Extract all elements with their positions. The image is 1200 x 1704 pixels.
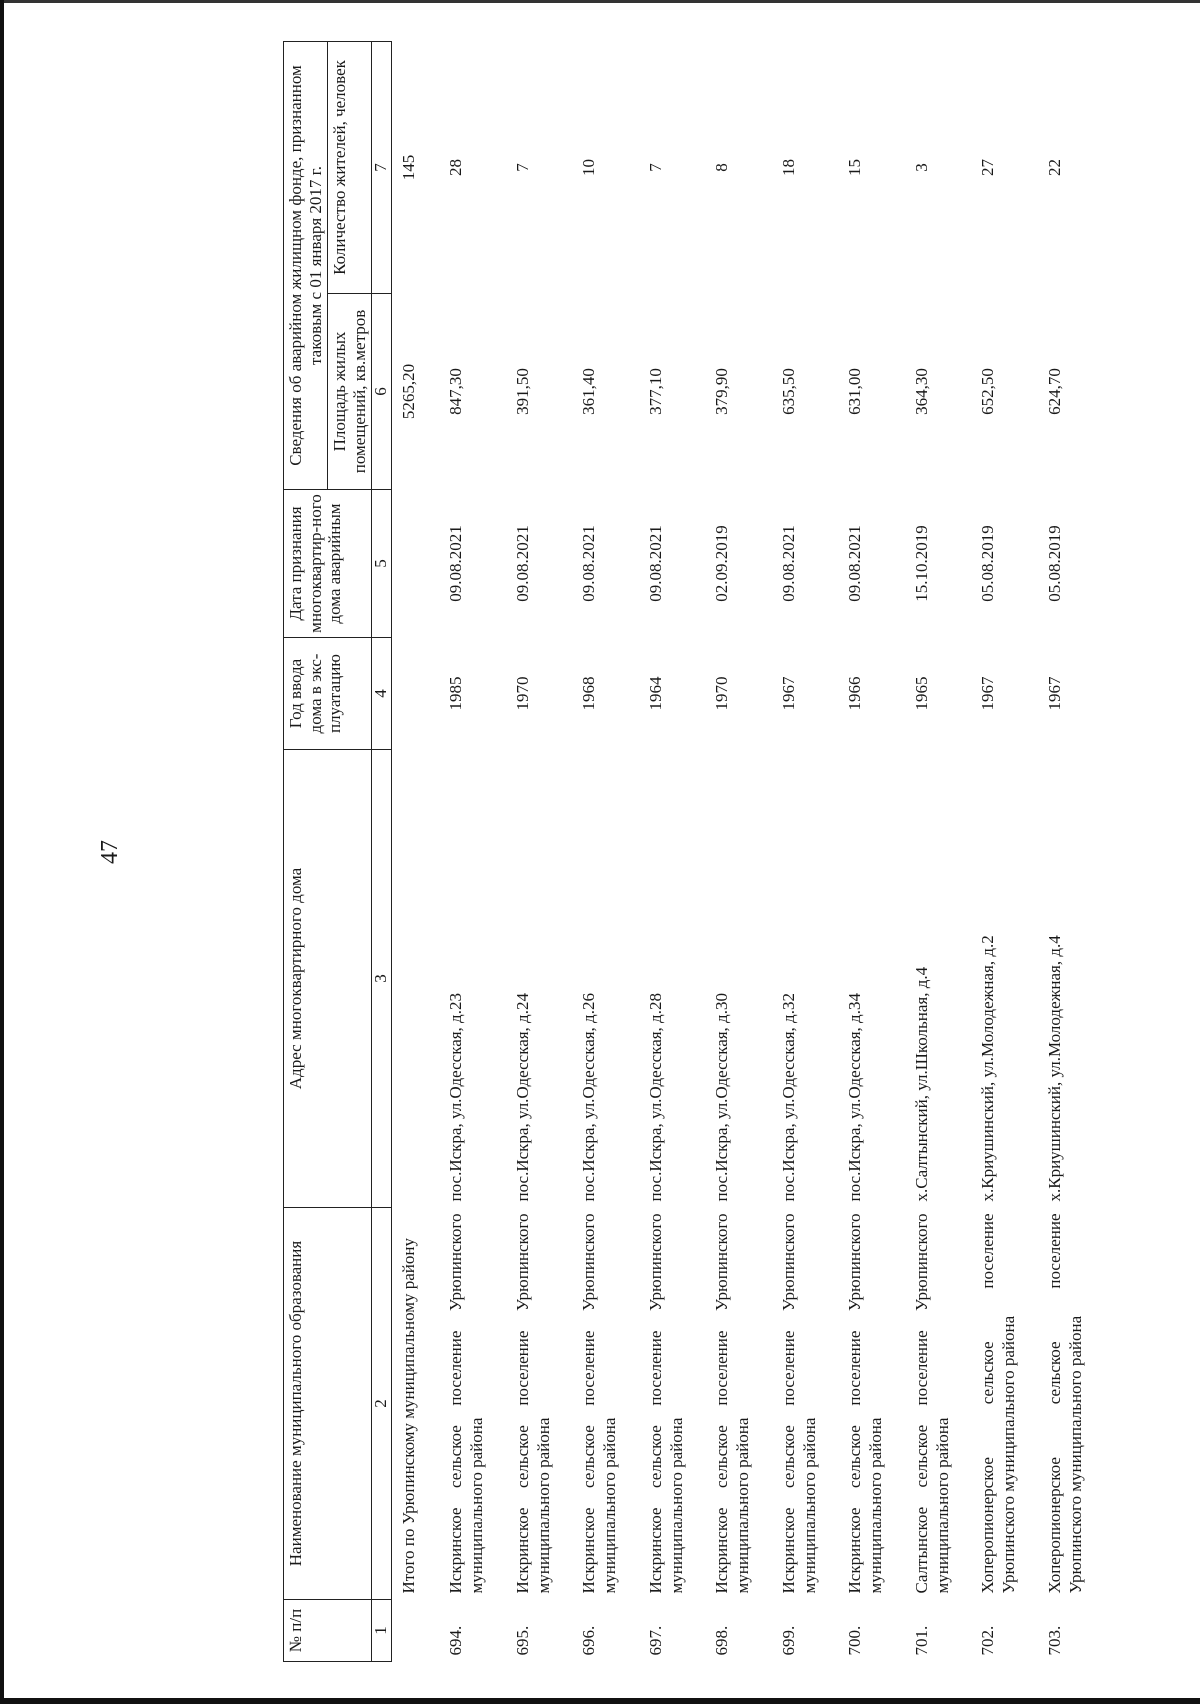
row-area: 364,30 bbox=[911, 368, 931, 415]
row-date: 09.08.2021 bbox=[446, 525, 466, 602]
row-year: 1968 bbox=[579, 676, 599, 711]
table-row bbox=[768, 41, 835, 1661]
header-col-people: Количество жителей, человек bbox=[328, 41, 372, 293]
row-area: 361,40 bbox=[579, 368, 599, 415]
row-municipality: Искринское сельское поселение Урюпинского муниципального района bbox=[446, 1213, 487, 1594]
header-col-area: Площадь жилых помещений, кв.метров bbox=[328, 294, 372, 490]
row-address: х.Криушинский, ул.Молодежная, д.2 bbox=[978, 935, 998, 1202]
row-year: 1967 bbox=[1044, 676, 1064, 711]
table-body bbox=[391, 41, 1100, 1661]
row-area: 379,90 bbox=[712, 368, 732, 415]
row-municipality: Искринское сельское поселение Урюпинского муниципального района bbox=[645, 1213, 686, 1594]
header-number: 4 bbox=[372, 638, 392, 750]
row-area: 391,50 bbox=[512, 368, 532, 415]
row-date: 09.08.2021 bbox=[645, 525, 665, 602]
row-date: 05.08.2019 bbox=[1044, 525, 1064, 602]
table-row bbox=[701, 41, 768, 1661]
row-date: 05.08.2019 bbox=[978, 525, 998, 602]
row-number: 699. bbox=[778, 1625, 798, 1656]
row-area: 652,50 bbox=[978, 368, 998, 415]
row-area: 624,70 bbox=[1044, 368, 1064, 415]
table-row bbox=[834, 41, 901, 1661]
row-address: пос.Искра, ул.Одесская, д.23 bbox=[446, 993, 466, 1202]
row-people: 22 bbox=[1044, 159, 1064, 176]
table-row bbox=[435, 41, 502, 1661]
row-date: 15.10.2019 bbox=[911, 525, 931, 602]
row-year: 1967 bbox=[978, 676, 998, 711]
header-number: 7 bbox=[372, 41, 392, 293]
row-municipality: Искринское сельское поселение Урюпинского муниципального района bbox=[845, 1213, 886, 1594]
header-col-address: Адрес многоквартирного дома bbox=[284, 750, 372, 1208]
row-area: 847,30 bbox=[446, 368, 466, 415]
total-area: 5265,20 bbox=[398, 363, 418, 420]
row-address: пос.Искра, ул.Одесская, д.34 bbox=[845, 993, 865, 1202]
header-number: 3 bbox=[372, 750, 392, 1208]
total-label: Итого по Урюпинскому муниципальному району bbox=[398, 1238, 418, 1594]
total-people: 145 bbox=[398, 154, 418, 181]
row-address: пос.Искра, ул.Одесская, д.28 bbox=[645, 993, 665, 1202]
row-municipality: Искринское сельское поселение Урюпинского муниципального района bbox=[712, 1213, 753, 1594]
row-number: 701. bbox=[911, 1625, 931, 1656]
row-address: пос.Искра, ул.Одесская, д.26 bbox=[579, 993, 599, 1202]
row-year: 1970 bbox=[712, 676, 732, 711]
row-address: пос.Искра, ул.Одесская, д.30 bbox=[712, 993, 732, 1202]
table-row bbox=[1034, 41, 1101, 1661]
emergency-housing-table-wrap bbox=[283, 42, 1153, 1662]
row-year: 1965 bbox=[911, 676, 931, 711]
header-number: 5 bbox=[372, 490, 392, 638]
row-date: 09.08.2021 bbox=[778, 525, 798, 602]
row-municipality: Хоперопионерское сельское поселение Урюпинского муниципального района bbox=[1044, 1213, 1085, 1594]
header-col-municipality: Наименование муниципального образования bbox=[284, 1208, 372, 1600]
row-number: 702. bbox=[978, 1625, 998, 1656]
row-people: 28 bbox=[446, 159, 466, 176]
total-empty-cell bbox=[391, 1600, 435, 1662]
row-number: 696. bbox=[579, 1625, 599, 1656]
row-number: 703. bbox=[1044, 1625, 1064, 1656]
row-number: 700. bbox=[845, 1625, 865, 1656]
row-people: 8 bbox=[712, 163, 732, 172]
row-address: х.Криушинский, ул.Молодежная, д.4 bbox=[1044, 935, 1064, 1202]
row-year: 1966 bbox=[845, 676, 865, 711]
row-people: 10 bbox=[579, 159, 599, 176]
header-number: 1 bbox=[372, 1600, 392, 1662]
row-area: 631,00 bbox=[845, 368, 865, 415]
row-year: 1970 bbox=[512, 676, 532, 711]
table-row bbox=[901, 41, 968, 1661]
row-people: 3 bbox=[911, 163, 931, 172]
row-people: 7 bbox=[645, 163, 665, 172]
row-area: 635,50 bbox=[778, 368, 798, 415]
row-municipality: Искринское сельское поселение Урюпинского муниципального района bbox=[778, 1213, 819, 1594]
scan-edge-top bbox=[0, 0, 1200, 3]
row-area: 377,10 bbox=[645, 368, 665, 415]
row-year: 1964 bbox=[645, 676, 665, 711]
row-municipality: Салтынское сельское поселение Урюпинского муниципального района bbox=[911, 1213, 952, 1594]
row-people: 15 bbox=[845, 159, 865, 176]
header-col-year: Год ввода дома в экс-плуатацию bbox=[284, 638, 372, 750]
row-number: 695. bbox=[512, 1625, 532, 1656]
row-year: 1985 bbox=[446, 676, 466, 711]
row-address: пос.Искра, ул.Одесская, д.32 bbox=[778, 993, 798, 1202]
table-row bbox=[635, 41, 702, 1661]
row-municipality: Хоперопионерское сельское поселение Урюпинского муниципального района bbox=[978, 1213, 1019, 1594]
table-header bbox=[284, 41, 392, 1661]
table-row bbox=[568, 41, 635, 1661]
header-number: 2 bbox=[372, 1208, 392, 1600]
total-row bbox=[391, 41, 435, 1661]
row-date: 09.08.2021 bbox=[512, 525, 532, 602]
row-people: 7 bbox=[512, 163, 532, 172]
scan-edge-bottom bbox=[0, 1698, 1200, 1704]
row-date: 09.08.2021 bbox=[579, 525, 599, 602]
emergency-housing-table bbox=[283, 41, 1100, 1662]
row-date: 09.08.2021 bbox=[845, 525, 865, 602]
header-col-date: Дата признания многоквартир-ного дома аварийным bbox=[284, 490, 372, 638]
row-number: 697. bbox=[645, 1625, 665, 1656]
row-address: пос.Искра, ул.Одесская, д.24 bbox=[512, 993, 532, 1202]
row-number: 698. bbox=[712, 1625, 732, 1656]
table-row bbox=[967, 41, 1034, 1661]
header-col-num: № п/п bbox=[284, 1600, 372, 1662]
table-row bbox=[502, 41, 569, 1661]
row-people: 18 bbox=[778, 159, 798, 176]
row-people: 27 bbox=[978, 159, 998, 176]
header-group-emergency-fund: Сведения об аварийном жилищном фонде, признанном таковым с 01 января 2017 г. bbox=[284, 41, 328, 489]
row-number: 694. bbox=[446, 1625, 466, 1656]
header-number: 6 bbox=[372, 294, 392, 490]
row-municipality: Искринское сельское поселение Урюпинского муниципального района bbox=[579, 1213, 620, 1594]
scan-edge-left bbox=[0, 0, 4, 1704]
page-number: 47 bbox=[97, 840, 123, 864]
row-date: 02.09.2019 bbox=[712, 525, 732, 602]
row-address: х.Салтынский, ул.Школьная, д.4 bbox=[911, 966, 931, 1202]
row-municipality: Искринское сельское поселение Урюпинского муниципального района bbox=[512, 1213, 553, 1594]
row-year: 1967 bbox=[778, 676, 798, 711]
